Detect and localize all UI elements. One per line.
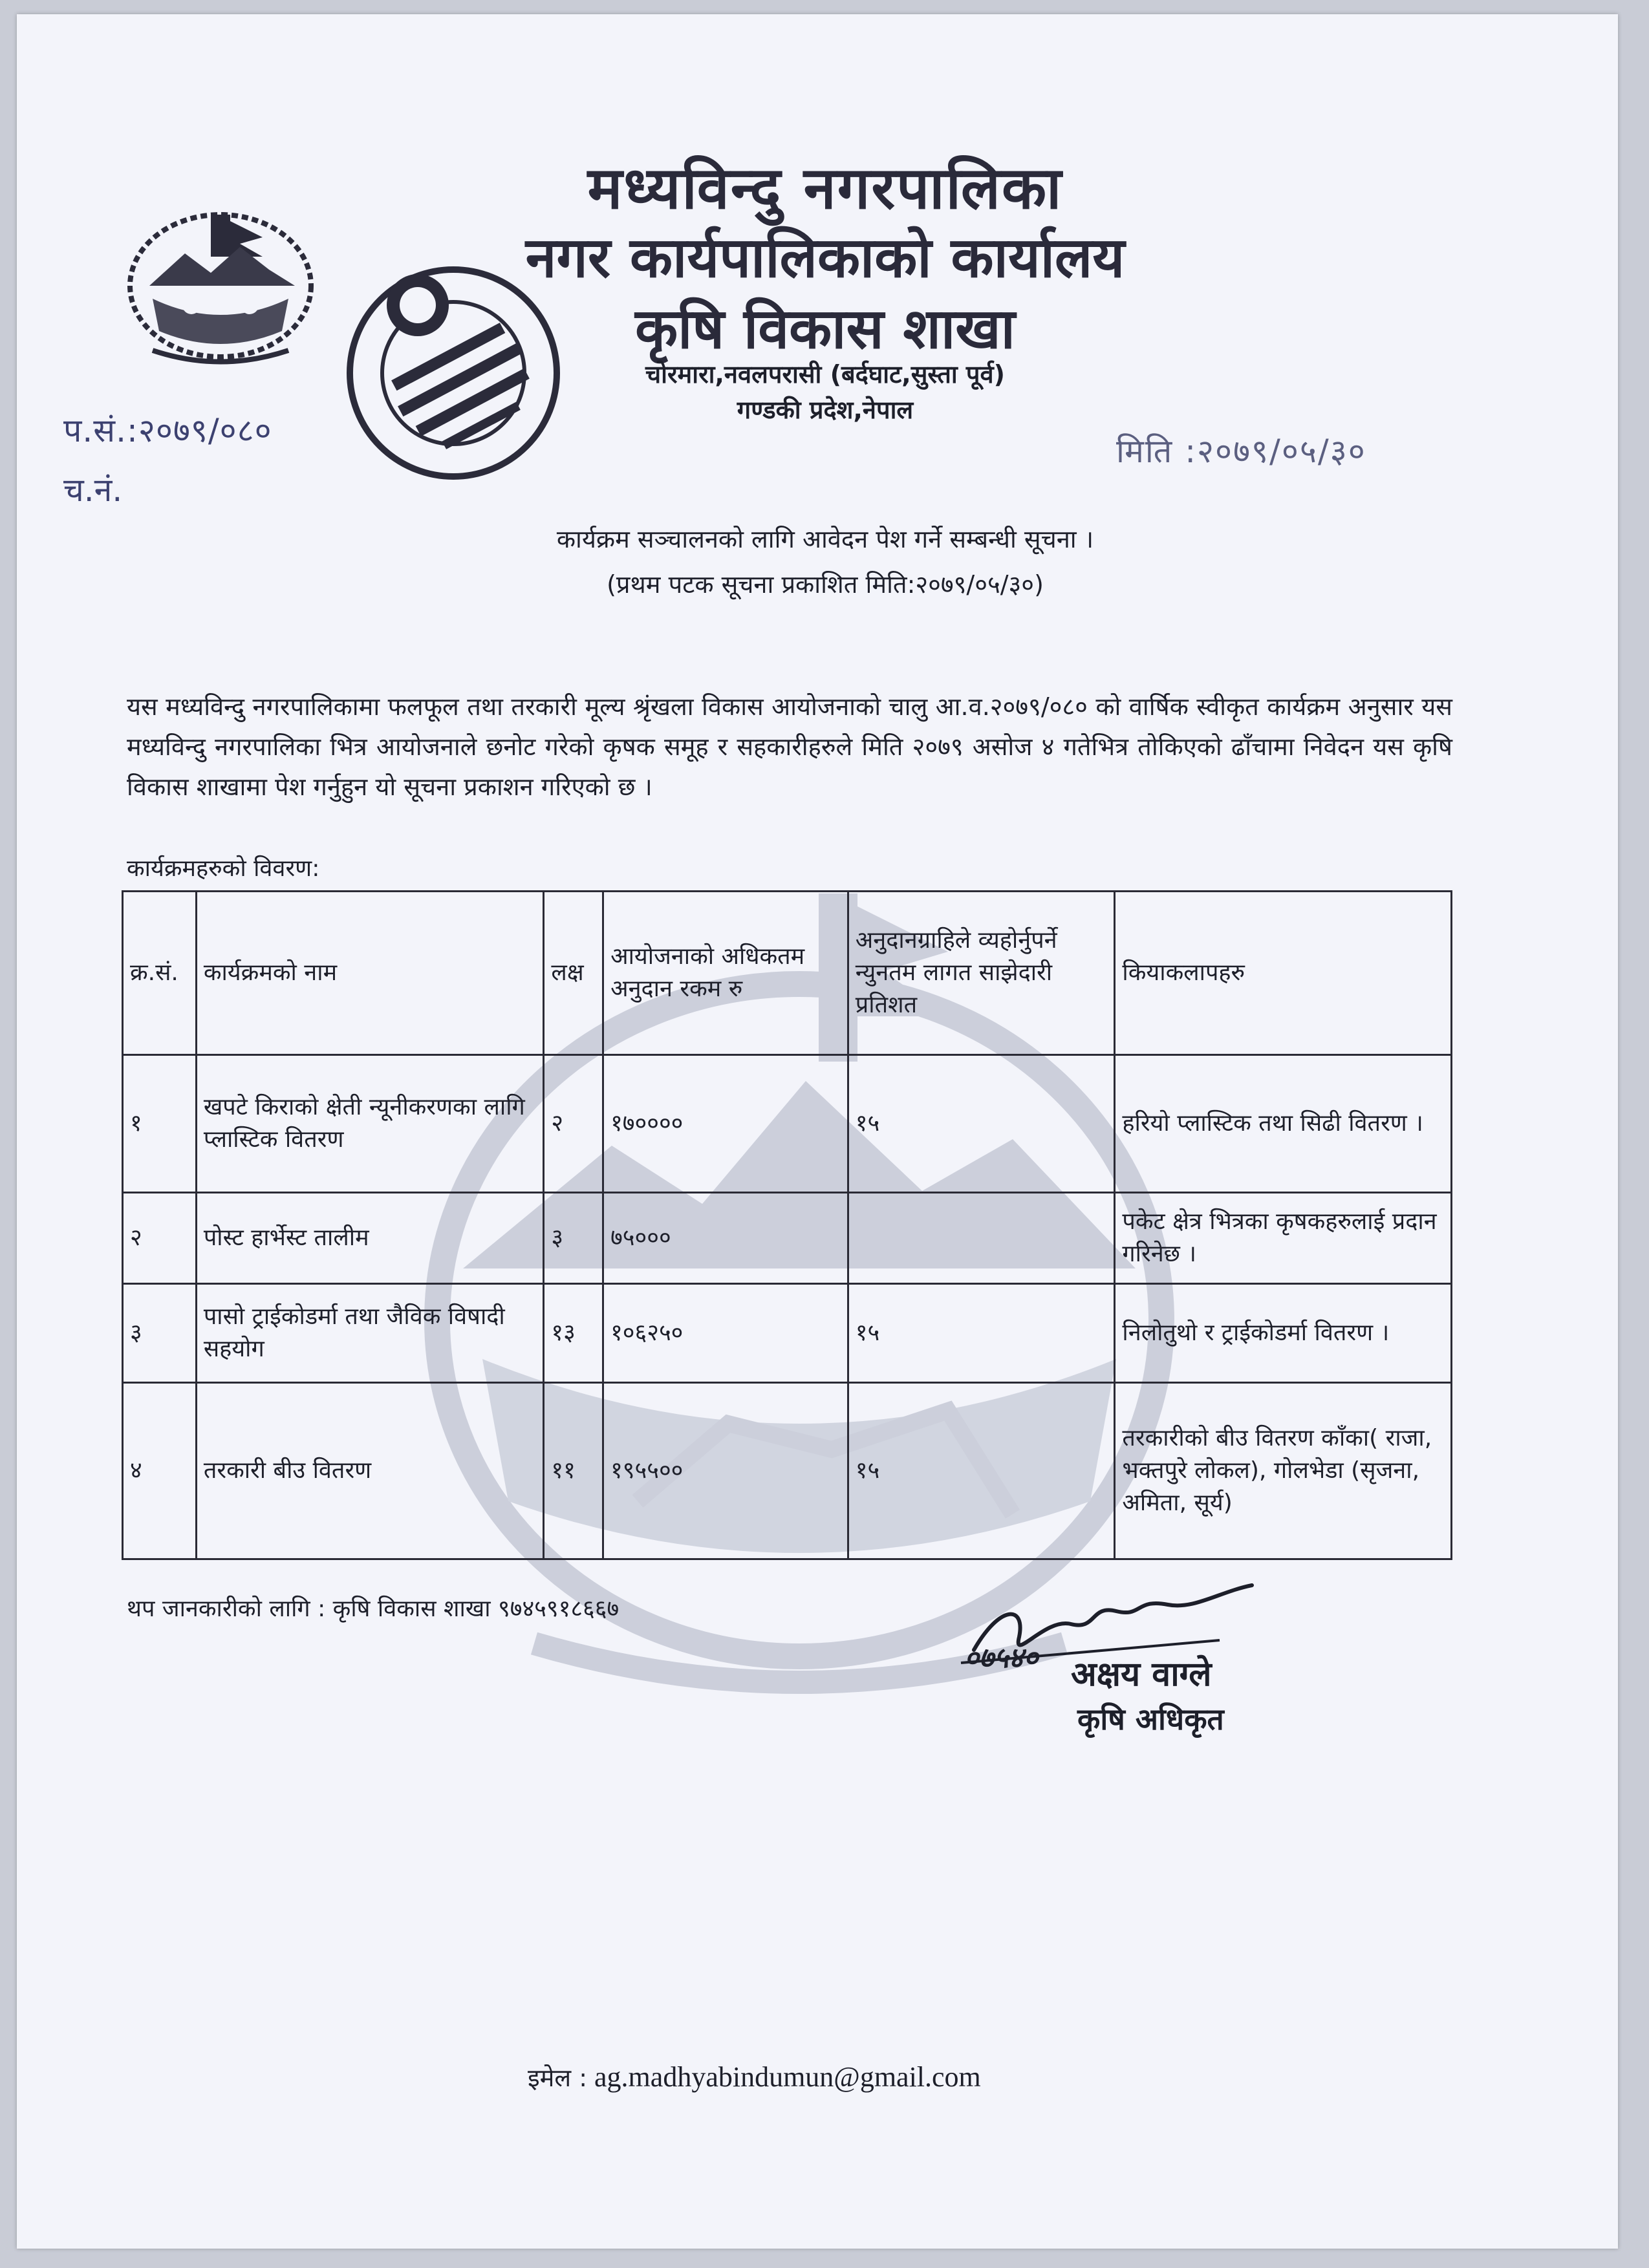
municipality-name: मध्यविन्दु नगरपालिका [587,155,1063,222]
document-date: मिति :२०७९/०५/३० [1116,433,1366,470]
cell-serial: ४ [123,1383,197,1559]
cell-max-grant: १७०००० [603,1055,848,1193]
document-page [17,14,1618,2249]
office-name: नगर कार्यपालिकाको कार्यालय [525,226,1125,290]
cell-max-grant: ७५००० [603,1193,848,1284]
cell-serial: २ [123,1193,197,1284]
signature-number: ०७५४० [964,1642,1039,1674]
address-line-1: चोरमारा,नवलपरासी (बर्दघाट,सुस्ता पूर्व) [645,360,1006,389]
footer-email [528,2060,981,2094]
table-caption: कार्यक्रमहरुको विवरण: [127,855,320,882]
cell-min-share [848,1193,1115,1284]
table-row [123,1284,1452,1383]
cell-activities: तरकारीको बीउ वितरण काँका( राजा, भक्तपुरे लोकल), गोलभेडा (सृजना, अमिता, सूर्य) [1115,1383,1452,1559]
reference-number: प.सं.:२०७९/०८० [63,412,272,449]
cell-activities: निलोतुथो र ट्राईकोडर्मा वितरण । [1115,1284,1452,1383]
table-header-row [123,892,1452,1055]
cell-serial: ३ [123,1284,197,1383]
cell-program-name: तरकारी बीउ वितरण [196,1383,544,1559]
cell-serial: १ [123,1055,197,1193]
table-row [123,1055,1452,1193]
cell-min-share: १५ [848,1383,1115,1559]
cell-program-name: पोस्ट हार्भेस्ट तालीम [196,1193,544,1284]
cell-target: ११ [544,1383,603,1559]
cell-min-share: १५ [848,1284,1115,1383]
contact-info: थप जानकारीको लागि : कृषि विकास शाखा ९७४५९१८६६७ [127,1596,620,1622]
cell-target: २ [544,1055,603,1193]
table-row [123,1193,1452,1284]
program-table [122,890,1452,1560]
header-program-name: कार्यक्रमको नाम [196,892,544,1055]
address-line-2: गण्डकी प्रदेश,नेपाल [737,396,914,424]
cell-min-share: १५ [848,1055,1115,1193]
notice-body: यस मध्यविन्दु नगरपालिकामा फलफूल तथा तरकारी मूल्य श्रृंखला विकास आयोजनाको चालु आ.व.२०७९/०८० को वार्षिक स्वीकृत कार्यक्रम अनुसार यस मध्यविन्दु नगरपालिका भित्र आयोजनाले छनोट गरेको कृषक समूह र सहकारीहरुले मिति २०७९ असोज ४ गतेभित्र तोकिएको ढाँचामा निवेदन यस कृषि विकास शाखामा पेश गर्नुहुन यो सूचना प्रकाशन गरिएको छ । [127,692,1452,801]
email-address[interactable]: ag.madhyabindumun@gmail.com [594,2061,981,2093]
notice-publish-date: (प्रथम पटक सूचना प्रकाशित मिति:२०७९/०५/३०) [607,570,1044,599]
cell-target: ३ [544,1193,603,1284]
header-max-grant: आयोजनाको अधिकतम अनुदान रकम रु [603,892,848,1055]
header-activities: कियाकलापहरु [1115,892,1452,1055]
cell-max-grant: १०६२५० [603,1284,848,1383]
header-min-share: अनुदानग्राहिले व्यहोर्नुपर्ने न्युनतम लागत साझेदारी प्रतिशत [848,892,1115,1055]
signatory-name: अक्षय वाग्ले [1071,1655,1212,1694]
email-label: इमेल : [528,2064,588,2092]
cell-program-name: खपटे किराको क्षेती न्यूनीकरणका लागि प्लास्टिक वितरण [196,1055,544,1193]
header-serial: क्र.सं. [123,892,197,1055]
cell-max-grant: १९५५०० [603,1383,848,1559]
table-row [123,1383,1452,1559]
cell-target: १३ [544,1284,603,1383]
government-emblem [114,202,327,370]
cell-program-name: पासो ट्राईकोडर्मा तथा जैविक विषादी सहयोग [196,1284,544,1383]
dispatch-number: च.नं. [63,471,123,509]
branch-name: कृषि विकास शाखा [635,297,1015,361]
header-target: लक्ष [544,892,603,1055]
notice-subject: कार्यक्रम सञ्चालनको लागि आवेदन पेश गर्ने सम्बन्धी सूचना । [556,525,1094,553]
signatory-title: कृषि अधिकृत [1077,1702,1224,1737]
cell-activities: हरियो प्लास्टिक तथा सिढी वितरण । [1115,1055,1452,1193]
cell-activities: पकेट क्षेत्र भित्रका कृषकहरुलाई प्रदान गरिनेछ । [1115,1193,1452,1284]
